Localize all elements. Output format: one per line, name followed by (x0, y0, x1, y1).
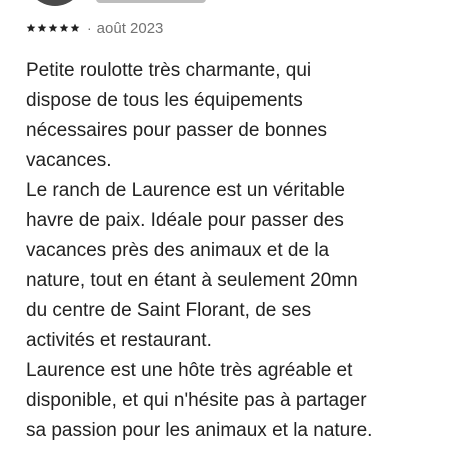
star-icon (37, 23, 47, 33)
review-line: vacances près des animaux et de la (26, 240, 330, 261)
review-line: disponible, et qui n'hésite pas à partager (26, 390, 367, 411)
rating-stars (26, 23, 80, 33)
review-line: dispose de tous les équipements (26, 90, 303, 111)
review-line: sa passion pour les animaux et la nature. (26, 420, 373, 441)
star-icon (70, 23, 80, 33)
review-line: havre de paix. Idéale pour passer des (26, 210, 344, 231)
reviewer-avatar[interactable] (26, 0, 84, 6)
review-line: nécessaires pour passer de bonnes (26, 120, 328, 141)
review-text (26, 56, 436, 446)
review-meta (26, 18, 163, 38)
review-line: Le ranch de Laurence est un véritable (26, 180, 345, 201)
review-line: vacances. (26, 150, 112, 171)
star-icon (48, 23, 58, 33)
review-line: activités et restaurant. (26, 330, 212, 351)
star-icon (59, 23, 69, 33)
review-line: Petite roulotte très charmante, qui (26, 60, 312, 81)
meta-separator: · (87, 20, 92, 36)
star-icon (26, 23, 36, 33)
review-line: du centre de Saint Florant, de ses (26, 300, 312, 321)
reviewer-name-cropped (96, 0, 206, 3)
review-line: Laurence est une hôte très agréable et (26, 360, 353, 381)
review-line: nature, tout en étant à seulement 20mn (26, 270, 358, 291)
review-date: août 2023 (96, 19, 164, 37)
